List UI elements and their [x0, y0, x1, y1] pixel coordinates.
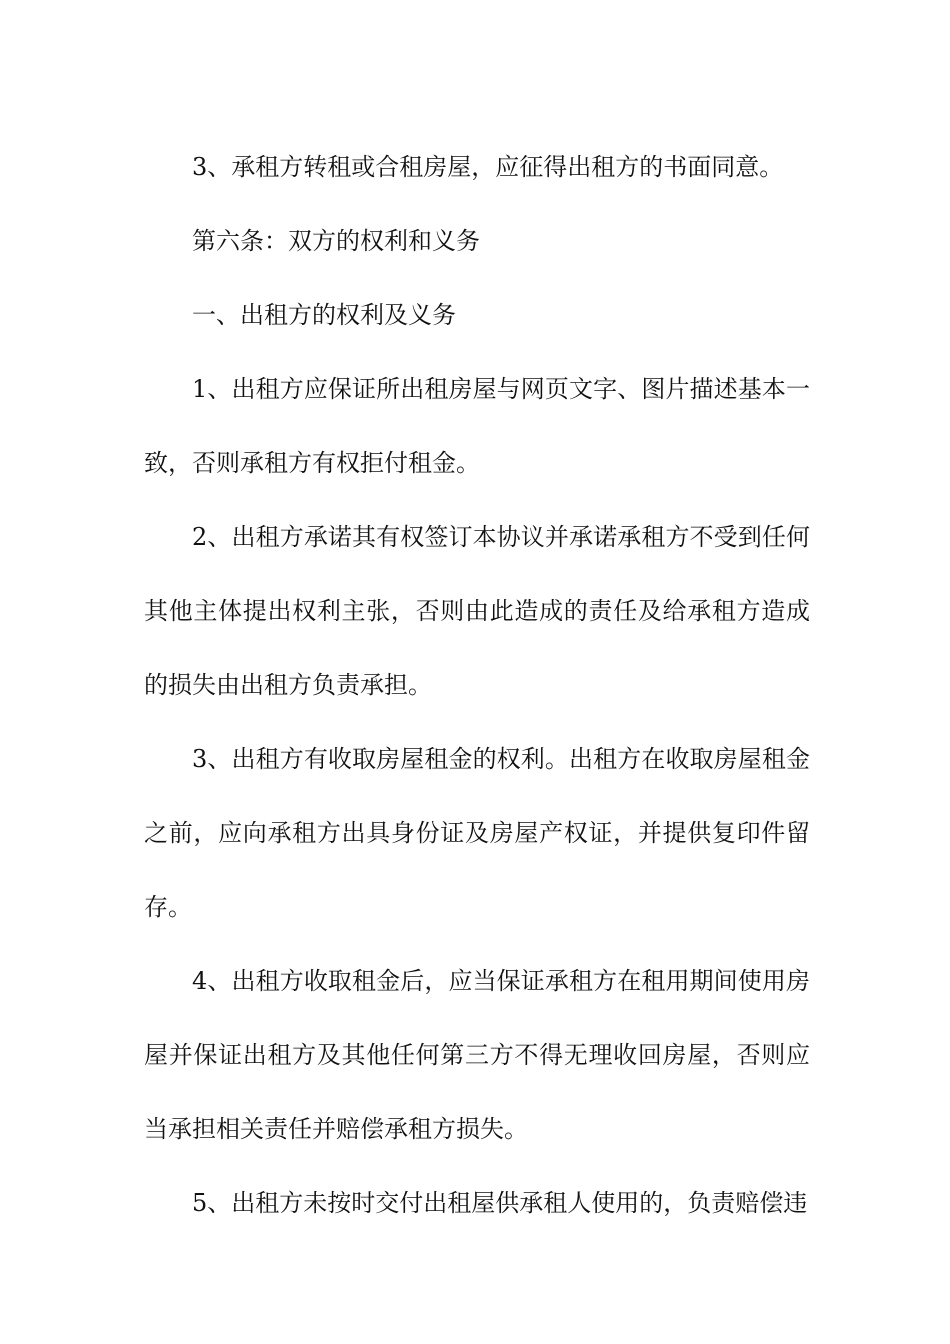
- section-lessor-rights-heading: 一、出租方的权利及义务: [192, 301, 456, 329]
- paragraph-lessor-clause-5: 5、出租方未按时交付出租屋供承租人使用的，负责赔偿违: [192, 1189, 808, 1217]
- paragraph-lessor-clause-3: 3、出租方有收取房屋租金的权利。出租方在收取房屋租金之前，应向承租方出具身份证及房屋产权证，并提供复印件留存。: [144, 745, 810, 921]
- paragraph-lessor-clause-4: 4、出租方收取租金后，应当保证承租方在租用期间使用房屋并保证出租方及其他任何第三方不得无理收回房屋，否则应当承担相关责任并赔偿承租方损失。: [144, 967, 810, 1143]
- document-body: [144, 130, 810, 1240]
- paragraph-lessor-clause-2: 2、出租方承诺其有权签订本协议并承诺承租方不受到任何其他主体提出权利主张，否则由此造成的责任及给承租方造成的损失由出租方负责承担。: [144, 523, 810, 699]
- paragraph-sublet-consent: 3、承租方转租或合租房屋，应征得出租方的书面同意。: [192, 153, 784, 181]
- article-six-heading: 第六条：双方的权利和义务: [192, 227, 480, 255]
- paragraph-lessor-clause-1: 1、出租方应保证所出租房屋与网页文字、图片描述基本一致，否则承租方有权拒付租金。: [144, 375, 810, 477]
